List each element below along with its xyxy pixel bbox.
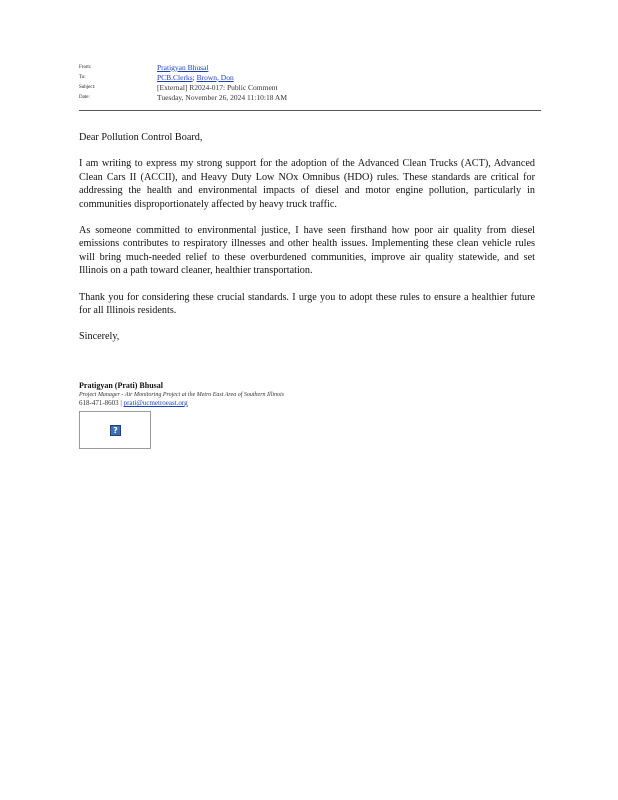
signature-block (79, 381, 539, 408)
from-link[interactable]: Pratigyan Bhusal (157, 62, 209, 72)
date-label: Date: (79, 94, 90, 100)
date-row (79, 92, 541, 102)
from-row (79, 62, 541, 72)
broken-image-icon: ? (110, 425, 121, 436)
signature-title: Project Manager - Air Monitoring Project at the Metro East Area of Southern Illinois (79, 392, 285, 398)
paragraph-3: Thank you for considering these crucial standards. I urge you to adopt these rules to ensure a healthier future for all Illinois residents. (79, 291, 535, 317)
subject-label: Subject: (79, 84, 96, 90)
to-link-clerks[interactable]: PCB.Clerks (157, 72, 193, 82)
to-row (79, 72, 541, 82)
closing: Sincerely, (79, 331, 120, 343)
paragraph-2: As someone committed to environmental justice, I have seen firsthand how poor air quality from diesel emissions contributes to respiratory illnesses and other health issues. Implementing these clean vehicle rules will bring much-needed relief to these overburdened communities, improve air quality statewide, and set Illinois on a path toward cleaner, healthier transportation. (79, 225, 535, 277)
email-body (79, 131, 535, 356)
header-divider (79, 110, 541, 111)
to-link-brown[interactable]: Brown, Don (196, 72, 234, 82)
salutation: Dear Pollution Control Board, (79, 132, 203, 143)
paragraph-1: I am writing to express my strong support for the adoption of the Advanced Clean Trucks (ACT), Advanced Clean Cars II (ACCII), and Heavy Duty Low NOx Omnibus (HDO) rules. These standards are critical for addressing the health and environmental impacts of diesel and motor engine pollution, particularly in communities disproportionately affected by heavy truck traffic. (79, 158, 535, 210)
signature-name: Pratigyan (Prati) Bhusal (79, 381, 163, 390)
to-label: To: (79, 74, 86, 80)
to-separator: ; (192, 72, 197, 82)
signature-phone: 618-471-8603 | (79, 399, 122, 407)
subject-value: [External] R2024-017: Public Comment (157, 82, 278, 92)
date-value: Tuesday, November 26, 2024 11:10:18 AM (157, 92, 287, 102)
signature-image-placeholder (79, 411, 151, 449)
signature-contact (79, 399, 539, 408)
signature-email-link[interactable]: prati@ucmetroeast.org (123, 399, 188, 407)
subject-row (79, 82, 541, 92)
from-label: From: (79, 64, 92, 70)
email-header (79, 62, 541, 102)
